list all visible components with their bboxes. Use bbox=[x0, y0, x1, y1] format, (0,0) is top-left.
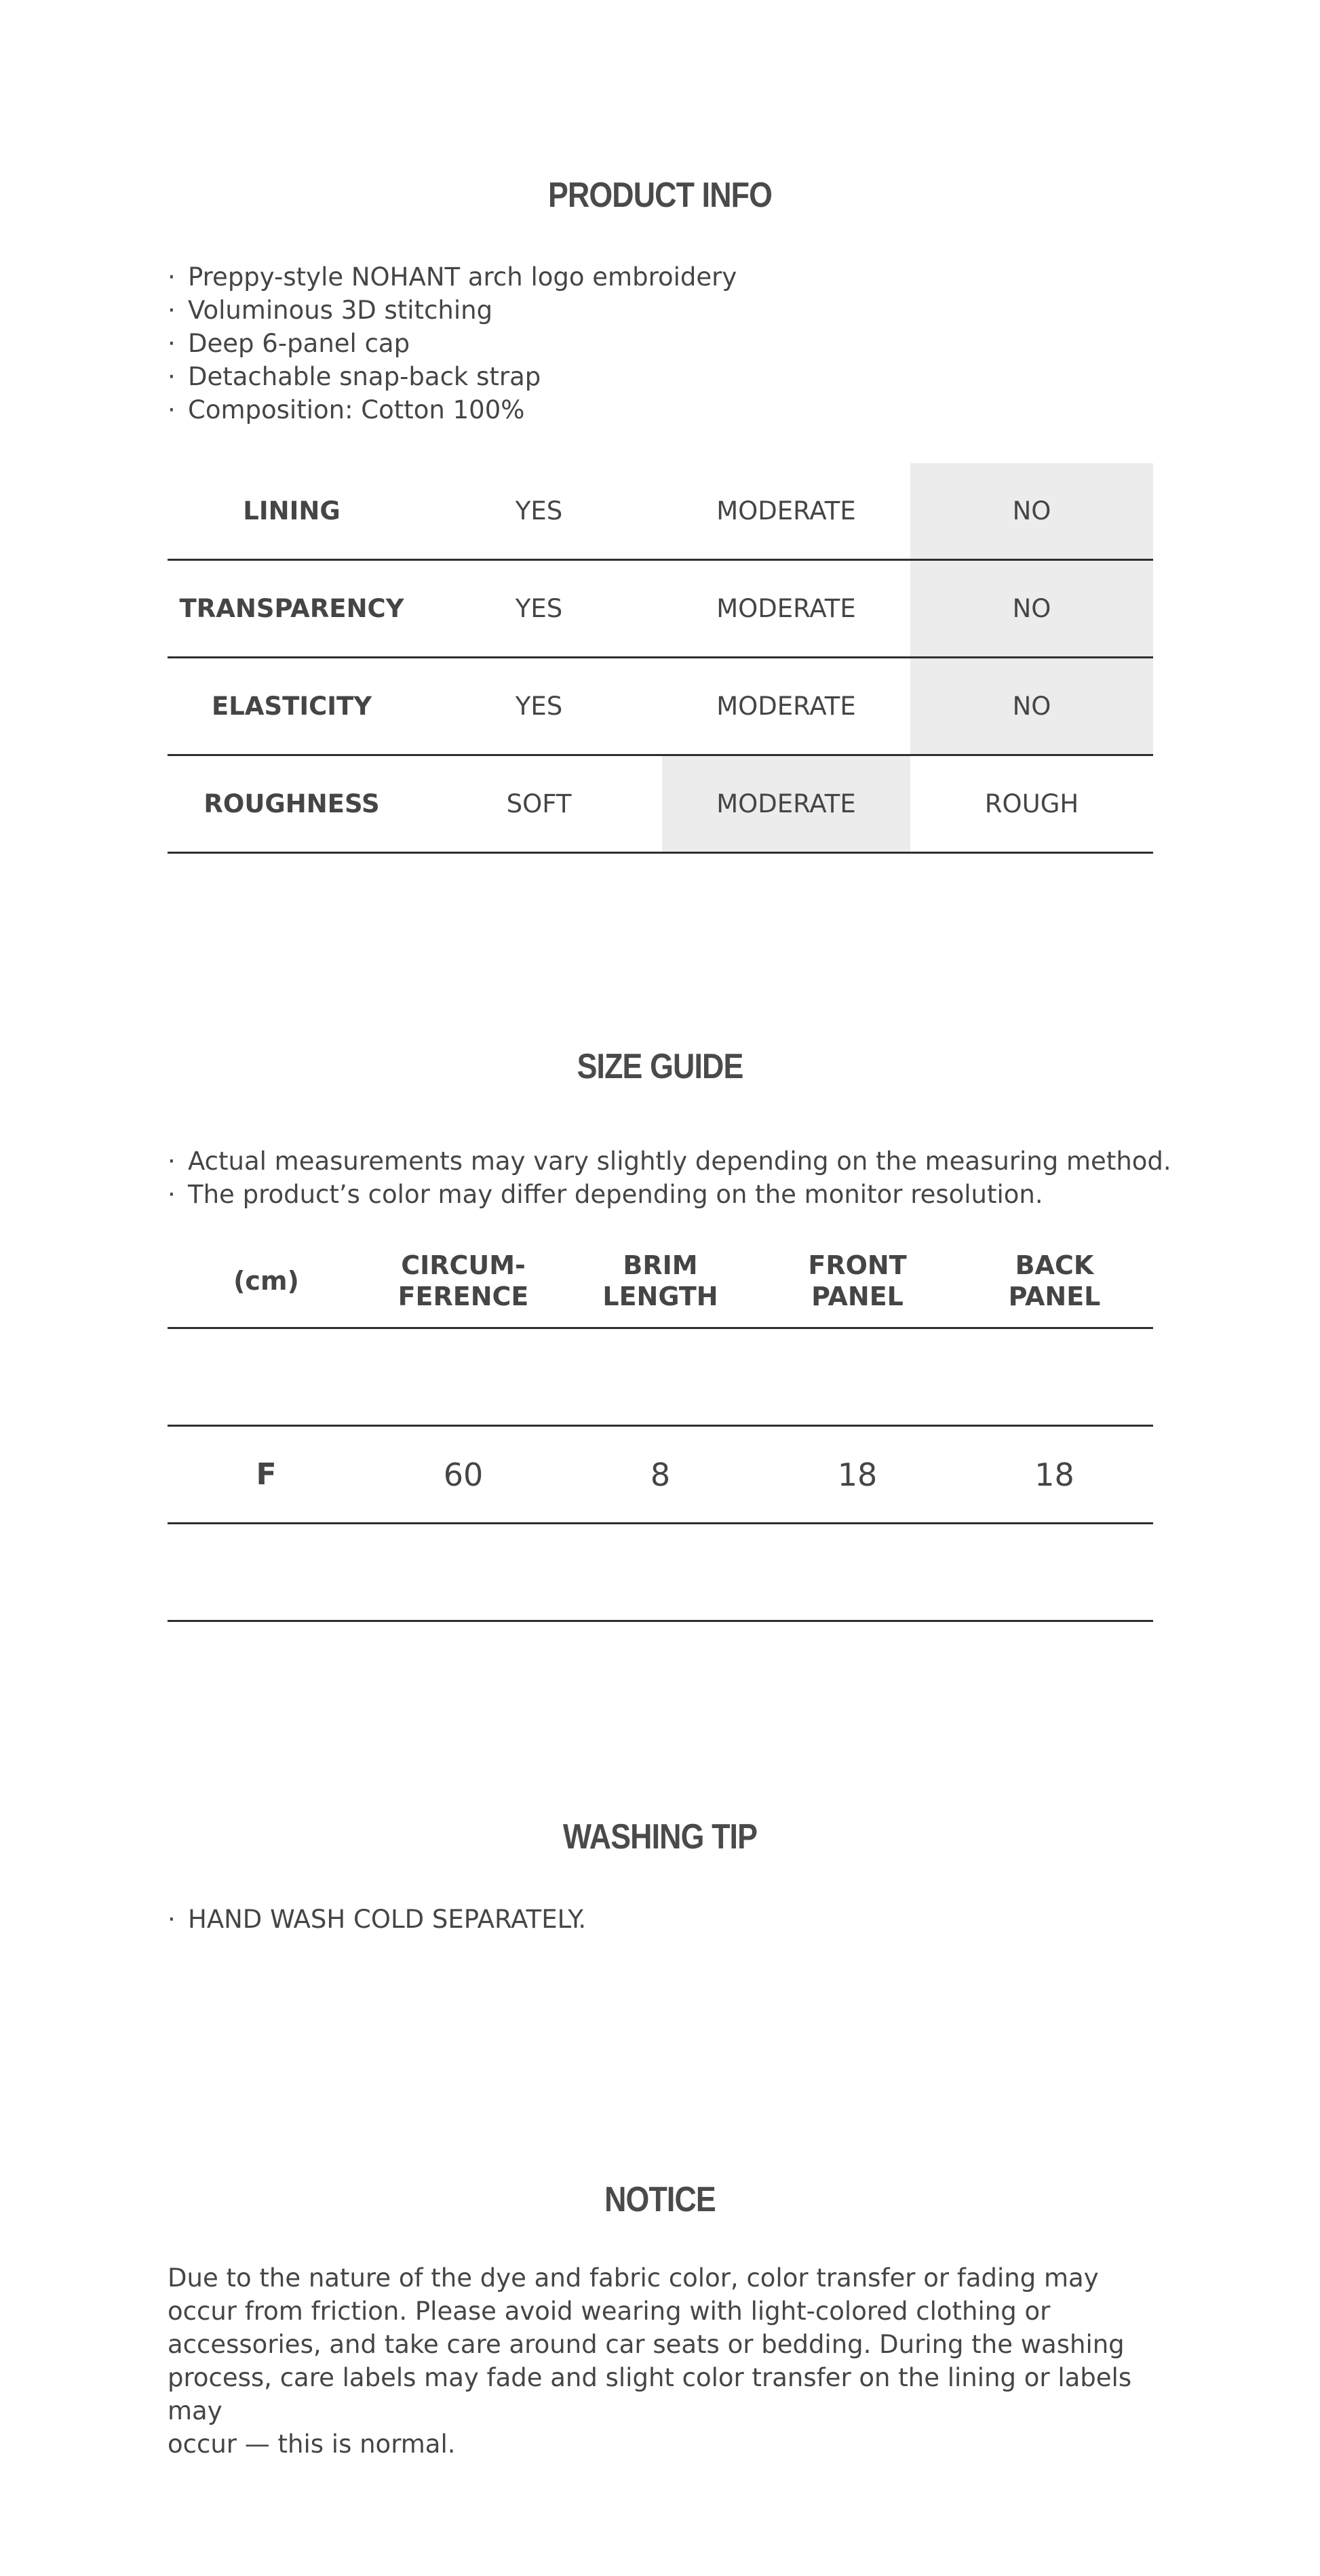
header-line: CIRCUM- bbox=[401, 1250, 526, 1280]
size-value bbox=[956, 1524, 1153, 1621]
header-line: PANEL bbox=[1008, 1281, 1101, 1311]
fabric-option: MODERATE bbox=[662, 755, 910, 853]
product-info-title: PRODUCT INFO bbox=[547, 176, 773, 215]
size-label bbox=[168, 1328, 365, 1426]
size-value bbox=[759, 1524, 956, 1621]
header-line: FERENCE bbox=[397, 1281, 529, 1311]
product-info-item: Preppy-style NOHANT arch logo embroidery bbox=[188, 262, 737, 292]
fabric-property-label: ELASTICITY bbox=[168, 658, 416, 755]
fabric-option: YES bbox=[416, 560, 662, 658]
size-guide-note: The product’s color may differ depending on the monitor resolution. bbox=[188, 1180, 1043, 1209]
washing-tip-list bbox=[168, 1903, 1158, 1936]
header-line: BRIM bbox=[623, 1250, 698, 1280]
bullet-mark: · bbox=[168, 296, 176, 325]
size-table-header-row bbox=[168, 1234, 1153, 1328]
size-column-header bbox=[956, 1234, 1153, 1328]
list-item bbox=[168, 1145, 1171, 1178]
size-column-header bbox=[168, 1234, 365, 1328]
size-value: 60 bbox=[365, 1426, 562, 1524]
bullet-mark: · bbox=[168, 1180, 176, 1209]
product-info-item: Detachable snap-back strap bbox=[188, 362, 541, 391]
fabric-option: MODERATE bbox=[662, 560, 910, 658]
size-value: 18 bbox=[759, 1426, 956, 1524]
table-row bbox=[168, 1328, 1153, 1426]
fabric-option: MODERATE bbox=[662, 463, 910, 560]
list-item bbox=[168, 327, 1158, 360]
list-item bbox=[168, 1903, 1158, 1936]
fabric-property-label: LINING bbox=[168, 463, 416, 560]
size-label bbox=[168, 1524, 365, 1621]
list-item bbox=[168, 294, 1158, 327]
fabric-properties-table bbox=[168, 463, 1153, 854]
fabric-option: NO bbox=[910, 560, 1153, 658]
fabric-property-label: TRANSPARENCY bbox=[168, 560, 416, 658]
header-line: (cm) bbox=[233, 1265, 299, 1296]
list-item bbox=[168, 260, 1158, 294]
size-table bbox=[168, 1234, 1153, 1622]
washing-tip-title: WASHING TIP bbox=[562, 1817, 758, 1857]
header-line: BACK bbox=[1015, 1250, 1094, 1280]
size-value bbox=[562, 1328, 759, 1426]
product-info-item: Deep 6-panel cap bbox=[188, 329, 410, 358]
size-value: 18 bbox=[956, 1426, 1153, 1524]
list-item bbox=[168, 393, 1158, 427]
product-info-item: Composition: Cotton 100% bbox=[188, 395, 525, 424]
fabric-option: NO bbox=[910, 658, 1153, 755]
table-row bbox=[168, 755, 1153, 853]
fabric-property-label: ROUGHNESS bbox=[168, 755, 416, 853]
size-value bbox=[759, 1328, 956, 1426]
size-column-header bbox=[562, 1234, 759, 1328]
bullet-mark: · bbox=[168, 362, 176, 391]
bullet-mark: · bbox=[168, 1905, 176, 1934]
list-item bbox=[168, 1178, 1158, 1211]
fabric-option: MODERATE bbox=[662, 658, 910, 755]
size-value bbox=[562, 1524, 759, 1621]
bullet-mark: · bbox=[168, 329, 176, 358]
size-guide-title: SIZE GUIDE bbox=[577, 1047, 743, 1086]
product-info-item: Voluminous 3D stitching bbox=[188, 296, 493, 325]
size-guide-note: Actual measurements may vary slightly depending on the measuring method. bbox=[188, 1147, 1171, 1176]
size-value bbox=[365, 1328, 562, 1426]
size-value bbox=[365, 1524, 562, 1621]
size-label: F bbox=[168, 1426, 365, 1524]
table-row bbox=[168, 1524, 1153, 1621]
fabric-option: NO bbox=[910, 463, 1153, 560]
size-value bbox=[956, 1328, 1153, 1426]
washing-tip-item: HAND WASH COLD SEPARATELY. bbox=[188, 1905, 587, 1934]
bullet-mark: · bbox=[168, 395, 176, 424]
bullet-mark: · bbox=[168, 262, 176, 292]
header-line: PANEL bbox=[811, 1281, 904, 1311]
table-row bbox=[168, 1426, 1153, 1524]
notice-text: Due to the nature of the dye and fabric color, color transfer or fading may occur from friction. Please avoid wearing with light-colored clothing or accessories, and take care around car seats or bedding. During the washing process, care labels may fade and slight color transfer on the lining or labels may occur — this is normal. bbox=[168, 2263, 1132, 2459]
bullet-mark: · bbox=[168, 1147, 176, 1176]
fabric-option: SOFT bbox=[416, 755, 662, 853]
size-guide-notes bbox=[168, 1145, 1171, 1211]
size-column-header bbox=[365, 1234, 562, 1328]
notice-title: NOTICE bbox=[604, 2180, 716, 2219]
header-line: FRONT bbox=[808, 1250, 907, 1280]
fabric-option: ROUGH bbox=[910, 755, 1153, 853]
table-row bbox=[168, 463, 1153, 560]
header-line: LENGTH bbox=[602, 1281, 718, 1311]
table-row bbox=[168, 658, 1153, 755]
fabric-option: YES bbox=[416, 463, 662, 560]
list-item bbox=[168, 360, 1158, 393]
size-value: 8 bbox=[562, 1426, 759, 1524]
table-row bbox=[168, 560, 1153, 658]
size-column-header bbox=[759, 1234, 956, 1328]
product-info-list bbox=[168, 260, 1158, 427]
fabric-option: YES bbox=[416, 658, 662, 755]
